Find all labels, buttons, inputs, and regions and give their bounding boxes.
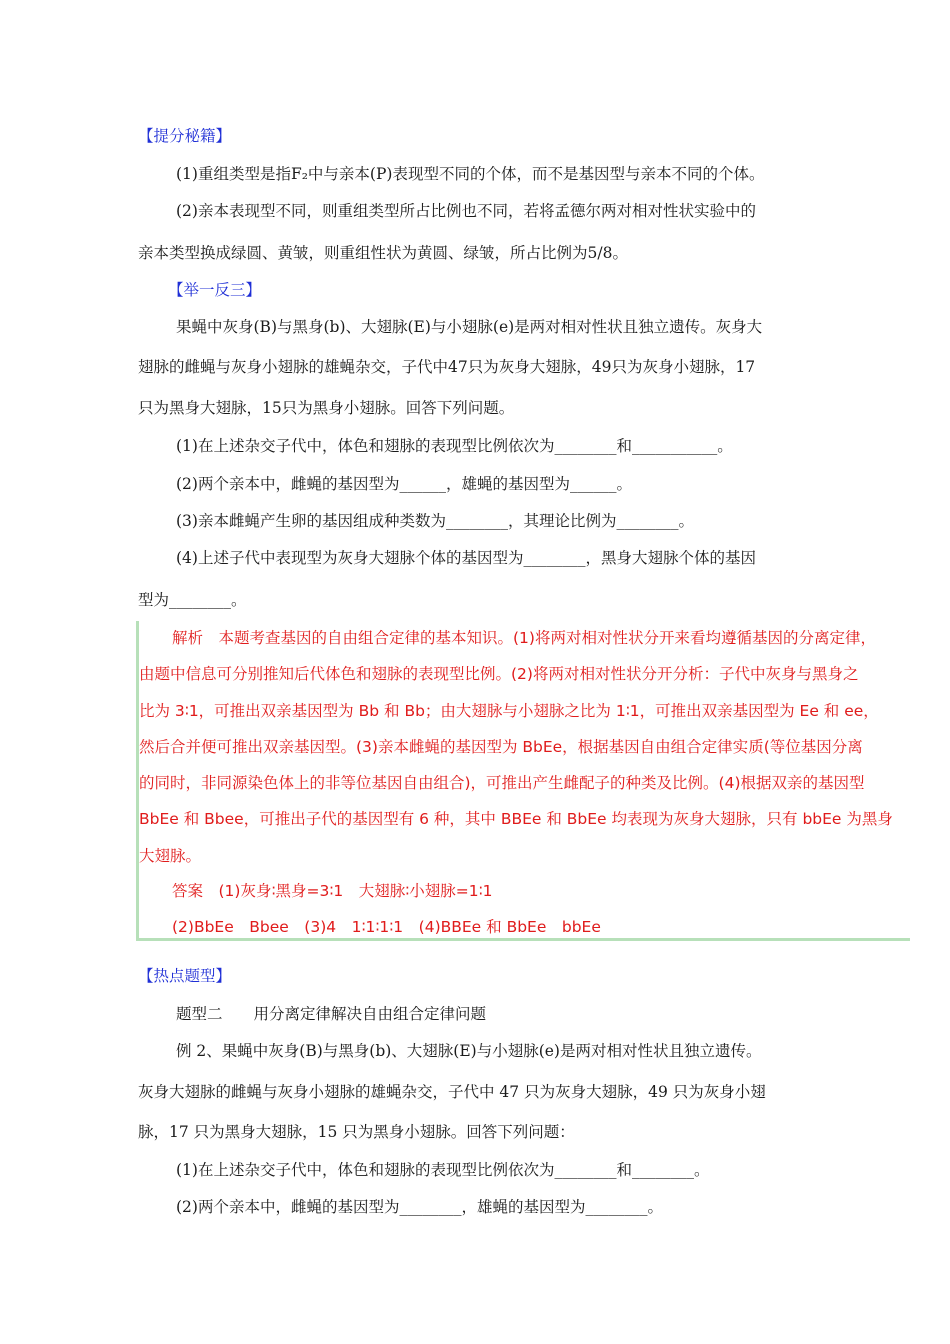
analysis-line-2: 由题中信息可分别推知后代体色和翅脉的表现型比例。(2)将两对相对性状分开分析：子代中灰身与黑身之 (139, 665, 859, 683)
tips-heading: 【提分秘籍】 (138, 127, 232, 145)
practice-question-line-2: 翅脉的雌蝇与灰身小翅脉的雄蝇杂交，子代中47只为灰身大翅脉，49只为灰身小翅脉，17 (138, 358, 756, 376)
tips-paragraph-2a: (2)亲本表现型不同，则重组类型所占比例也不同，若将孟德尔两对相对性状实验中的 (176, 202, 756, 220)
practice-heading: 【举一反三】 (168, 281, 262, 299)
practice-question-line-3: 只为黑身大翅脉，15只为黑身小翅脉。回答下列问题。 (138, 399, 515, 417)
practice-subquestion-3: (3)亲本雌蝇产生卵的基因组成种类数为________，其理论比例为________。 (176, 512, 694, 530)
analysis-line-3: 比为 3∶1，可推出双亲基因型为 Bb 和 Bb；由大翅脉与小翅脉之比为 1∶1，可推出双亲基因型为 Ee 和 ee， (139, 702, 879, 720)
analysis-line-4: 然后合并便可推出双亲基因型。(3)亲本雌蝇的基因型为 BbEe，根据基因自由组合定律实质(等位基因分离 (139, 738, 863, 756)
practice-question-line-1: 果蝇中灰身(B)与黑身(b)、大翅脉(E)与小翅脉(e)是两对相对性状且独立遗传。灰身大 (176, 318, 763, 336)
analysis-line-6: BbEe 和 Bbee，可推出子代的基因型有 6 种，其中 BBEe 和 BbEe 均表现为灰身大翅脉，只有 bbEe 为黑身 (139, 810, 893, 828)
analysis-line-7: 大翅脉。 (139, 847, 202, 865)
practice-subquestion-2: (2)两个亲本中，雌蝇的基因型为______，雄蝇的基因型为______。 (176, 475, 632, 493)
practice-subquestion-1: (1)在上述杂交子代中，体色和翅脉的表现型比例依次为________和___________。 (176, 437, 733, 455)
analysis-line-1: 解析 本题考查基因的自由组合定律的基本知识。(1)将两对相对性状分开来看均遵循基因的分离定律， (172, 629, 876, 647)
example-line-3: 脉，17 只为黑身大翅脉，15 只为黑身小翅脉。回答下列问题： (138, 1123, 575, 1141)
example-subquestion-1: (1)在上述杂交子代中，体色和翅脉的表现型比例依次为________和________。 (176, 1161, 710, 1179)
answer-line-2: (2)BbEe Bbee (3)4 1∶1∶1∶1 (4)BBEe 和 BbEe bbEe (172, 918, 601, 936)
example-subquestion-2: (2)两个亲本中，雌蝇的基因型为________，雄蝇的基因型为________。 (176, 1198, 663, 1216)
hot-topic-type: 题型二 用分离定律解决自由组合定律问题 (176, 1005, 487, 1023)
answer-line-1: 答案 (1)灰身∶黑身=3∶1 大翅脉∶小翅脉=1∶1 (172, 882, 493, 900)
example-line-2: 灰身大翅脉的雌蝇与灰身小翅脉的雄蝇杂交，子代中 47 只为灰身大翅脉，49 只为灰身小翅 (138, 1083, 766, 1101)
practice-subquestion-4a: (4)上述子代中表现型为灰身大翅脉个体的基因型为________，黑身大翅脉个体的基因 (176, 549, 756, 567)
hot-topic-heading: 【热点题型】 (138, 967, 232, 985)
practice-subquestion-4b: 型为________。 (138, 591, 247, 609)
tips-paragraph-2b: 亲本类型换成绿圆、黄皱，则重组性状为黄圆、绿皱，所占比例为5/8。 (138, 244, 628, 262)
example-line-1: 例 2、果蝇中灰身(B)与黑身(b)、大翅脉(E)与小翅脉(e)是两对相对性状且独立遗传。 (176, 1042, 762, 1060)
tips-paragraph-1: (1)重组类型是指F₂中与亲本(P)表现型不同的个体，而不是基因型与亲本不同的个体。 (176, 165, 765, 183)
analysis-line-5: 的同时，非同源染色体上的非等位基因自由组合)，可推出产生雌配子的种类及比例。(4)根据双亲的基因型 (139, 774, 865, 792)
